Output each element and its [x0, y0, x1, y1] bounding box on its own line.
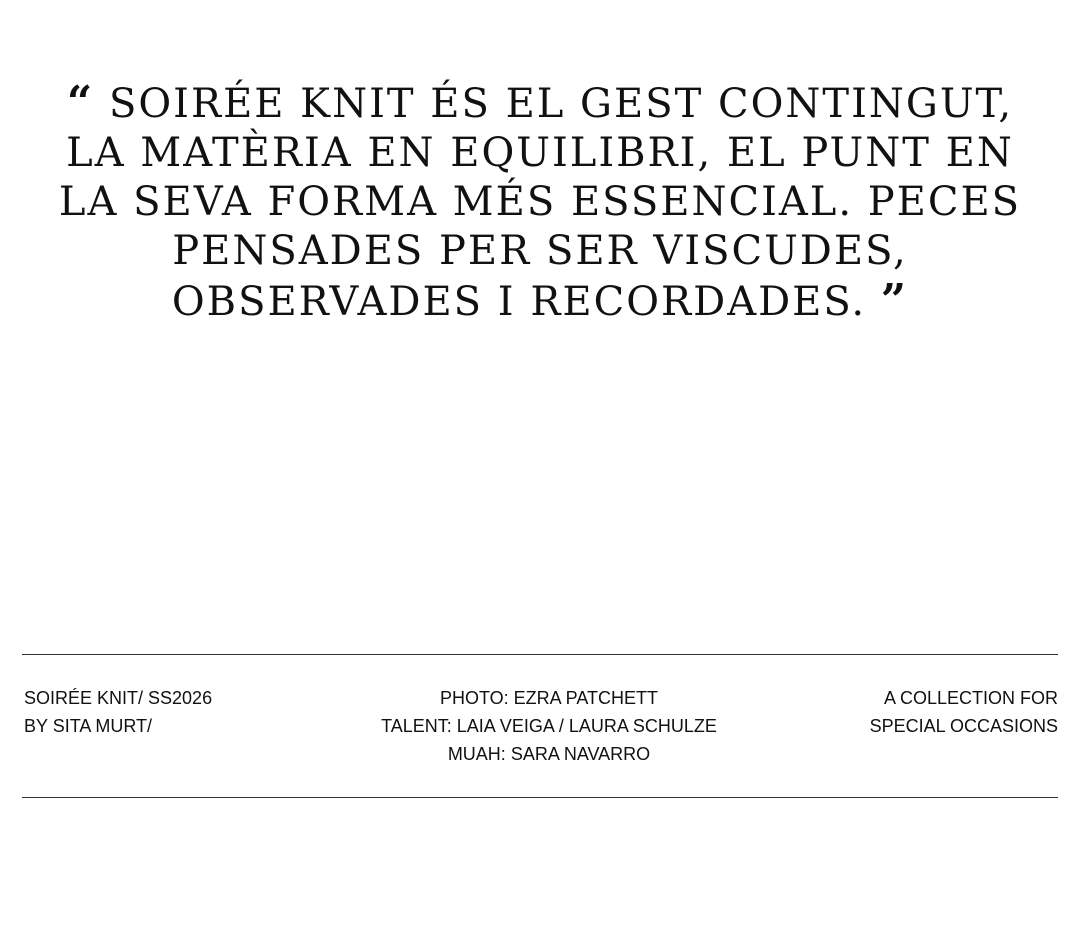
close-quote-mark: ”: [880, 275, 909, 326]
quote-line: LA SEVA FORMA MÉS ESSENCIAL. PECES: [58, 179, 1022, 225]
quote-line: LA MATÈRIA EN EQUILIBRI, EL PUNT EN: [66, 130, 1014, 176]
bottom-divider: [22, 797, 1058, 798]
quote-line-text: OBSERVADES I RECORDADES.: [171, 279, 867, 325]
collection-name: SOIRÉE KNIT/ SS2026: [24, 688, 213, 708]
quote-line: PENSADES PER SER VISCUDES,: [172, 228, 908, 274]
talent-credit: TALENT: LAIA VEIGA / LAURA SCHULZE: [381, 716, 717, 736]
quote-line: [0, 276, 1080, 327]
muah-credit: MUAH: SARA NAVARRO: [447, 744, 651, 764]
description-line: SPECIAL OCCASIONS: [869, 716, 1058, 736]
description-line: A COLLECTION FOR: [883, 688, 1058, 708]
collection-quote: [0, 78, 1080, 327]
photo-credit: PHOTO: EZRA PATCHETT: [439, 688, 659, 708]
open-quote-mark: “: [66, 77, 95, 128]
quote-line: [0, 78, 1080, 129]
collection-brand: BY SITA MURT/: [24, 716, 153, 736]
top-divider: [22, 654, 1058, 655]
quote-line-text: SOIRÉE KNIT ÉS EL GEST CONTINGUT,: [108, 81, 1014, 127]
collection-description: [870, 684, 1058, 740]
